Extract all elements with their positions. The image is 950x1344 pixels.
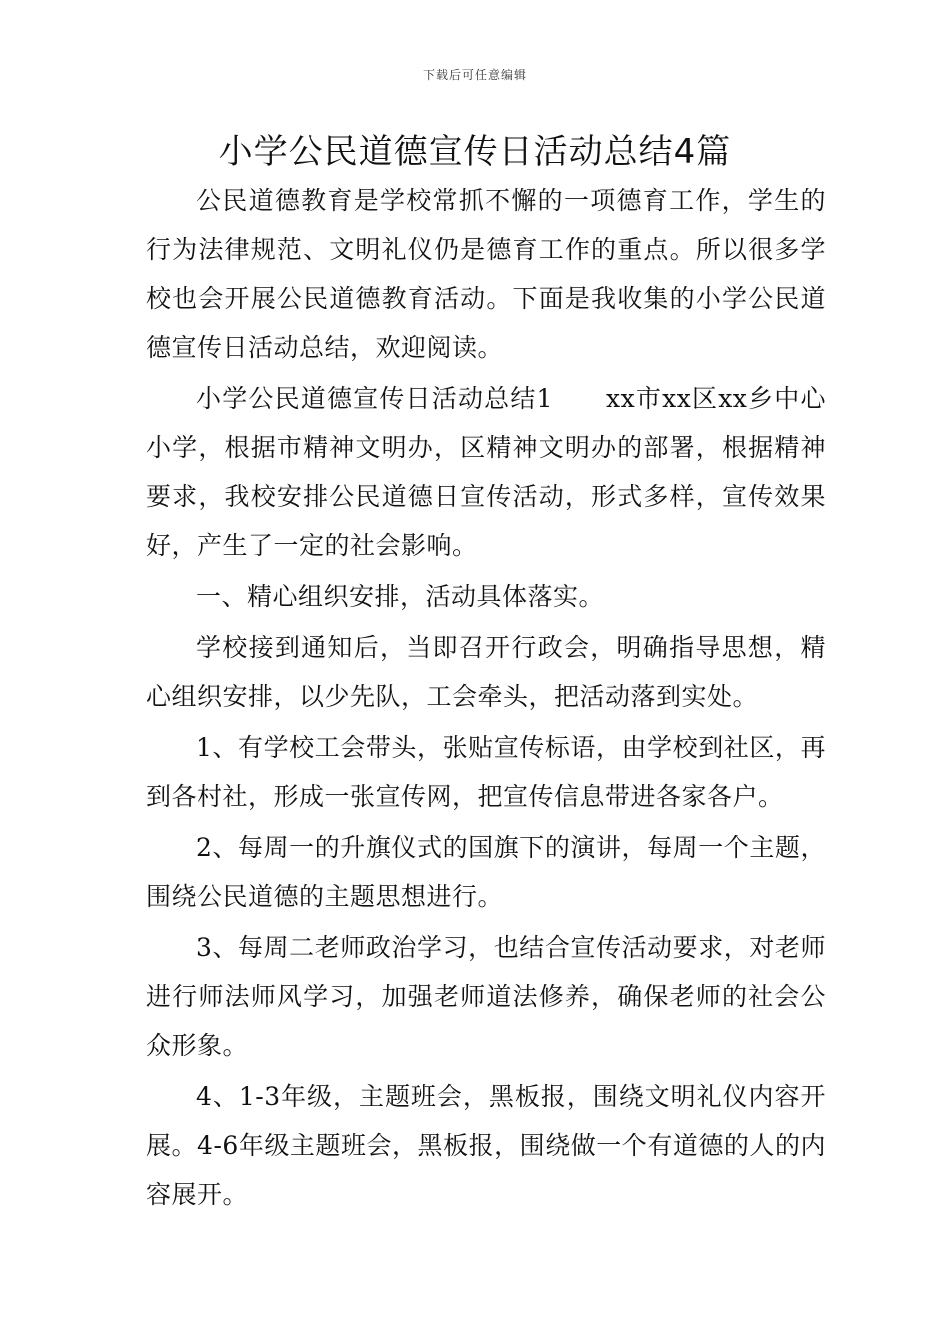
document-title: 小学公民道德宣传日活动总结4篇 (218, 132, 732, 172)
paragraph-intro: 公民道德教育是学校常抓不懈的一项德育工作，学生的行为法律规范、文明礼仪仍是德育工作的重点。所以很多学校也会开展公民道德教育活动。下面是我收集的小学公民道德宣传日活动总结，欢迎阅读。 (146, 186, 826, 362)
paragraph-section-heading: 一、精心组织安排，活动具体落实。 (196, 582, 605, 611)
paragraph-summary-1-intro: 小学公民道德宣传日活动总结1 xx市xx区xx乡中心小学，根据市精神文明办，区精神文明办的部署，根据精神要求，我校安排公民道德日宣传活动，形式多样，宣传效果好，产生了一定的社会影响。 (146, 384, 826, 560)
paragraph-item-3: 3、每周二老师政治学习，也结合宣传活动要求，对老师进行师法师风学习，加强老师道法修养，确保老师的社会公众形象。 (146, 933, 826, 1060)
paragraph-item-4: 4、1-3年级，主题班会，黑板报，围绕文明礼仪内容开展。4-6年级主题班会，黑板报，围绕做一个有道德的人的内容展开。 (146, 1082, 826, 1209)
paragraph-organization: 学校接到通知后，当即召开行政会，明确指导思想，精心组织安排，以少先队，工会牵头，把活动落到实处。 (146, 633, 826, 711)
paragraph-item-2: 2、每周一的升旗仪式的国旗下的演讲，每周一个主题，围绕公民道德的主题思想进行。 (146, 833, 826, 911)
header-note: 下载后可任意编辑 (422, 68, 527, 82)
paragraph-item-1: 1、有学校工会带头，张贴宣传标语，由学校到社区，再到各村社，形成一张宣传网，把宣传信息带进各家各户。 (146, 733, 826, 811)
document-body (146, 176, 826, 1219)
